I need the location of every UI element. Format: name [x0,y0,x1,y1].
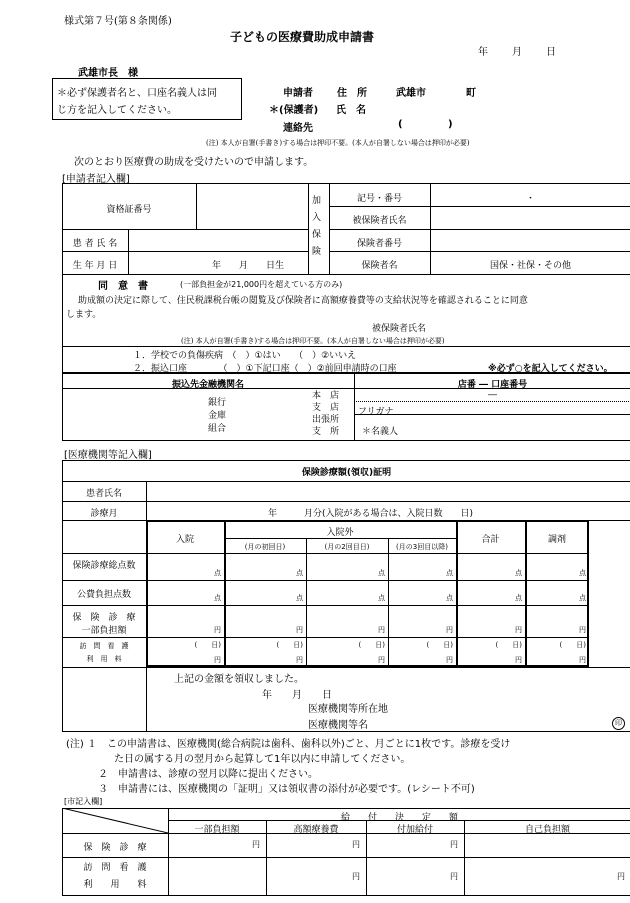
unit-cell: 点 [579,594,586,602]
institution-name-label: 医療機関等名 [308,720,368,731]
unit-cell: 点 [515,594,522,602]
col-self-pay: 自己負担額 [524,825,570,835]
total-header: 合計 [481,535,500,545]
birth-ymd: 年 月 日生 [212,261,285,271]
yen-unit: 円 [352,840,360,849]
date-month: 月 [512,47,522,58]
option-2: ２．振込口座 （ ）①下記口座（ ）②前回申請時の口座 [133,364,397,374]
inpatient-header: 入院 [175,535,194,545]
note-2: ２ 申請書は、診療の翌月以降に提出ください。 [98,769,318,780]
receipt-date: 年 月 日 [262,690,332,701]
outpatient-second: (月の2回目日) [324,543,370,551]
row-label-visit-nursing: 訪 問 看 護 [79,642,129,650]
bank-type-labels: 銀行 金庫 組合 [208,398,227,434]
patient-name-label: 患 者 氏 名 [72,239,118,249]
receipt-text: 上記の金額を領収しました。 [174,674,304,685]
applicant-label: 申請者 [283,88,313,99]
row-label-copay: 保 険 診 療 [72,613,136,623]
row-label-visit-nursing-2: 利 用 料 [86,655,122,663]
days-cell: ( 日) [194,641,221,649]
yen-unit: 円 [617,871,625,881]
row-label-copay-2: 一部負担額 [81,626,127,636]
days-cell: ( 日) [358,641,385,649]
branch-type-labels: 本 店 支 店 出張所 支 所 [312,391,340,437]
date-year: 年 [478,47,488,58]
notice-box [52,78,242,120]
days-cell: ( 日) [426,641,453,649]
yen-unit: 円 [450,840,458,849]
notice-line-1: ＊必ず保護者名と、口座名義人は同 [57,88,217,99]
seal-mark: 印 [612,717,625,730]
medical-table-title: 保険診療額(領収)証明 [301,468,392,478]
row-label-public-points: 公費負担点数 [76,590,131,600]
unit-cell: 点 [446,594,453,602]
addressee: 武雄市長 様 [78,68,138,79]
guardian-label: ＊(保護者) [269,105,319,116]
month-text: 年 月分(入院がある場合は、入院日数 日) [268,509,474,519]
birth-label: 生 年 月 日 [72,261,118,271]
medical-section-label: [医療機関等記入欄] [64,450,152,461]
consent-note: (注) 本人が自署(手書き)する場合は押印不要。(本人が自署しない場合は押印が必要) [181,337,445,345]
unit-cell: 点 [515,569,522,577]
unit-cell: 円 [515,656,522,664]
holder-label: ＊名義人 [362,427,399,437]
days-cell: ( 日) [495,641,522,649]
outpatient-third: (月の3回目以降) [396,543,448,551]
kanyu-label: 加 入 保 険 [312,196,322,257]
outpatient-header: 入院外 [326,528,354,538]
address-label: 住 所 [337,88,367,99]
unit-cell: 円 [579,626,586,634]
kigo-dot: ・ [525,194,535,204]
unit-cell: 点 [446,569,453,577]
insurer-name-label: 保険者名 [361,261,398,271]
contact-paren-close: ) [448,119,453,130]
city-row-visit-nursing-2: 利 用 料 [83,880,147,890]
unit-cell: 円 [214,656,221,664]
account-dash: ― [488,390,497,400]
name-label: 氏 名 [336,105,366,116]
consent-sub: (一部負担金が21,000円を超えている方のみ) [180,280,343,289]
consent-body-2: します。 [66,310,102,320]
col-additional: 付加給付 [396,825,433,835]
city-row-visit-nursing: 訪 問 看 護 [83,863,147,873]
note-3: ３ 申請書には、医療機関の「証明」又は領収書の添付が必要です。(レシート不可) [98,784,475,795]
city-name: 武雄市 [396,88,426,99]
page-title: 子どもの医療費助成申請書 [230,30,375,44]
row-label-total-points: 保険診療総点数 [72,561,136,571]
option-1: １．学校での負傷疾病 （ ）①はい （ ）②いいえ [133,351,357,361]
contact-paren-open: ( [398,119,403,130]
applicant-section-label: [申請者記入欄] [62,174,130,185]
dispensing-header: 調剤 [547,535,566,545]
unit-cell: 点 [378,594,385,602]
unit-cell: 円 [446,656,453,664]
date-day: 日 [546,47,556,58]
unit-cell: 点 [214,569,221,577]
contact-label: 連絡先 [283,123,313,134]
yen-unit: 円 [352,871,360,881]
yen-unit: 円 [252,840,260,849]
institution-address-label: 医療機関等所在地 [308,704,388,715]
seal-note: (注) 本人が自署(手書き)する場合は押印不要。(本人が自署しない場合は押印が必要) [206,139,470,147]
note-1-cont: た日の属する月の翌月から起算して1年以内に申請してください。 [114,754,411,765]
bank-name-header: 振込先金融機関名 [171,380,244,390]
form-number: 様式第７号(第８条関係) [64,16,172,27]
consent-insured-label: 被保険者氏名 [372,324,427,334]
unit-cell: 円 [296,626,303,634]
patient-label: 患者氏名 [85,489,122,499]
city-row-insurance: 保 険 診 療 [83,843,147,853]
consent-body-1: 助成額の決定に際して、住民税課税台帳の閲覧及び保険者に高額療養費等の支給状況等を確認されることに同意 [78,296,528,306]
furigana-label: フリガナ [358,407,394,417]
col-high-cost: 高額療養費 [293,825,339,835]
unit-cell: 点 [296,594,303,602]
insurer-no-label: 保険者番号 [356,239,402,249]
unit-cell: 点 [296,569,303,577]
yen-unit: 円 [450,871,458,881]
unit-cell: 円 [446,626,453,634]
unit-cell: 点 [378,569,385,577]
kigo-label: 記号・番号 [356,194,402,204]
insurer-options: 国保・社保・その他 [489,261,571,271]
city-table-header: 給 付 決 定 額 [340,813,458,823]
notice-line-2: じ方を記入してください。 [57,105,177,116]
request-text: 次のとおり医療費の助成を受けたいので申請します。 [74,157,314,168]
col-copay: 一部負担額 [194,825,240,835]
unit-cell: 円 [296,656,303,664]
qual-no-label: 資格証番号 [106,205,152,215]
note-1: (注) １ この申請書は、医療機関(総合病院は歯科、歯科以外)ごと、月ごとに1枚です。診療を受け [66,739,511,750]
option-2-note: ※必ず○を記入してください。 [488,364,613,374]
days-cell: ( 日) [276,641,303,649]
unit-cell: 点 [214,594,221,602]
insured-name-label: 被保険者氏名 [352,216,407,226]
unit-cell: 点 [579,569,586,577]
city-section-label: [市記入欄] [64,797,103,806]
outpatient-first: (月の初回日) [244,543,286,551]
unit-cell: 円 [378,626,385,634]
city-table-diagonal [62,808,168,833]
town-label: 町 [466,88,476,99]
account-header: 店番 ― 口座番号 [457,380,528,390]
consent-title: 同 意 書 [98,281,148,292]
unit-cell: 円 [378,656,385,664]
days-cell: ( 日) [559,641,586,649]
unit-cell: 円 [214,626,221,634]
unit-cell: 円 [515,626,522,634]
month-label: 診療月 [90,509,118,519]
unit-cell: 円 [579,656,586,664]
